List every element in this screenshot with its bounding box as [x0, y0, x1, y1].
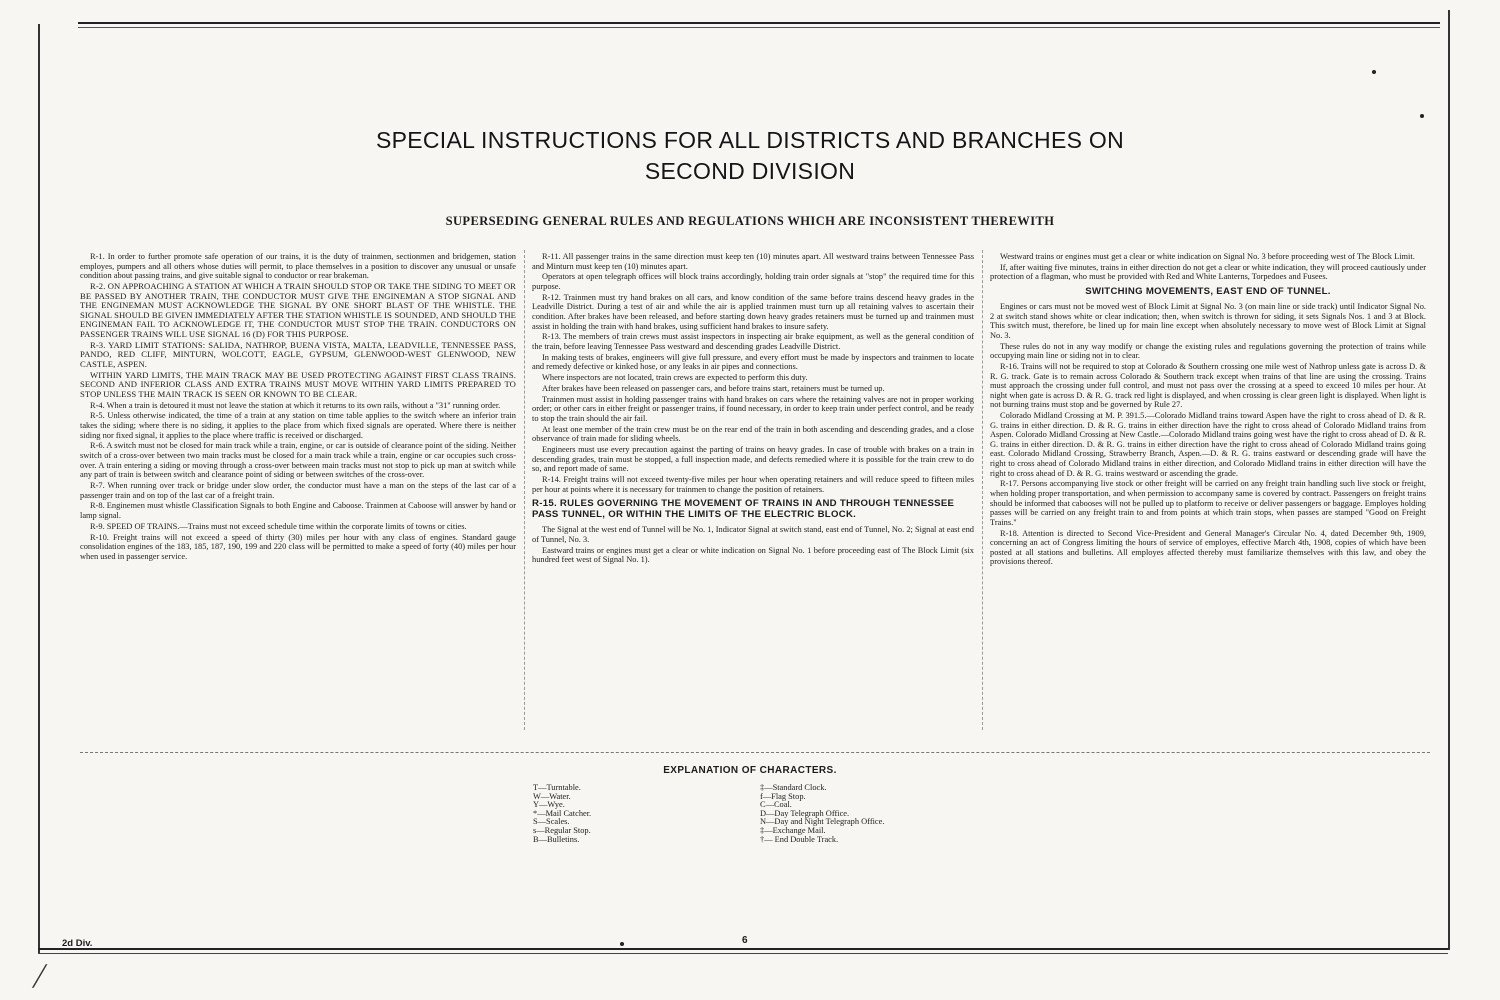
rule-paragraph: Where inspectors are not located, train crews are expected to perform this duty. — [542, 373, 808, 383]
frame-top-rule — [78, 22, 1440, 24]
frame-top-rule-inner — [78, 27, 1440, 28]
legend-item: Y—Wye. — [533, 800, 565, 810]
rule-paragraph: R-12. Trainmen must try hand brakes on all cars, and know condition of the same before trains descend heavy grades in the Leadville District. During a test of air and while the air is applied trainmen must turn up all retaining valves to ascertain their condition. After brakes have been released, and before starting down heavy grades retainers must be turned up and trainmen must assist in holding the train with hand brakes, using sufficient hand brakes to insure safety. — [532, 292, 974, 331]
rule-paragraph: Colorado Midland Crossing at M. P. 391.5.—Colorado Midland trains toward Aspen have the right to cross ahead of D. & R. G. trains in either direction. D. & R. G. trains in either direction have the right to cross ahead of Colorado Midland trains from Aspen. Colorado Midland Crossing at New Castle.—Colorado Midland trains going west have the right to cross ahead of D. & R. G. trains in either direction. D. & R. G. trains in either direction have the right to cross ahead of Colorado Midland trains going east. Colorado Midland Crossing, Strawberry Branch, Aspen.—D. & R. G. trains eastward or descending grade will have the right to cross ahead of Colorado Midland trains in either direction, and Colorado Midland trains in either direction will have the right to cross ahead of D. & R. G. trains westward or ascending the grade. — [990, 411, 1426, 478]
rule-paragraph: R-16. Trains will not be required to stop at Colorado & Southern crossing one mile west of Nathrop unless gate is across D. & R. G. track. Gate is to remain across Colorado & Southern track except when trains of that line are using the crossing. Trains must approach the crossing under full control, and must not pass over the crossing at a speed to exceed 10 miles per hour. At night when gate is across D. & R. G. track red light is displayed, and when crossing is clear green light is displayed. When light is not burning trains must stop and be governed by Rule 27. — [990, 361, 1426, 410]
legend-item: N—Day and Night Telegraph Office. — [760, 817, 885, 827]
legend-item: D—Day Telegraph Office. — [760, 808, 850, 818]
rule-paragraph: These rules do not in any way modify or change the existing rules and regulations governing the protection of trains while occupying main line or siding not in to clear. — [990, 341, 1426, 361]
rule-paragraph: Trainmen must assist in holding passenger trains with hand brakes on cars where the retaining valves are not in proper working order; or other cars in either freight or passenger trains, if found necessary, in order to keep train under perfect control, and be ready to stop the train should the air fail. — [532, 394, 974, 423]
legend-item: *—Mail Catcher. — [533, 808, 592, 818]
legend-item: S—Scales. — [533, 817, 570, 827]
rule-paragraph: R-5. Unless otherwise indicated, the time of a train at any station on time table applies to the switch where an inferior train takes the siding; where there is no siding, it applies to the place from which fixed signals are operated. Where there is neither siding nor fixed signal, it applies to the place where traffic is received or discharged. — [80, 411, 516, 440]
rule-paragraph: R-2. ON APPROACHING A STATION AT WHICH A TRAIN SHOULD STOP OR TAKE THE SIDING TO MEET OR BE PASSED BY ANOTHER TRAIN, THE CONDUCTOR MUST GIVE THE ENGINEMAN A STOP SIGNAL AND THE ENGINEMAN MUST ACKNOWLEDGE THE SIGNAL BY ONE SHORT BLAST OF THE WHISTLE. THE SIGNAL SHOULD BE GIVEN IMMEDIATELY AFTER THE STATION WHISTLE IS SOUNDED, AND SHOULD THE ENGINEMAN FAIL TO ACKNOWLEDGE IT, THE CONDUCTOR MUST STOP THE TRAIN. CONDUCTORS ON PASSENGER TRAINS WILL USE SIGNAL 16 (D) FOR THIS PURPOSE. — [80, 280, 516, 339]
explanation-heading: EXPLANATION OF CHARACTERS. — [663, 765, 837, 776]
frame-bottom-rule — [38, 948, 1448, 950]
frame-right-rule — [1448, 10, 1450, 950]
scan-speck — [1420, 114, 1424, 118]
rule-paragraph: If, after waiting five minutes, trains in either direction do not get a clear or white indication, they will proceed cautiously under protection of a flagman, who must be provided with Red and White Lanterns, Torpedoes and Fusees. — [990, 262, 1426, 282]
rule-paragraph: R-7. When running over track or bridge under slow order, the conductor must have a man on the steps of the last car of a passenger train and on top of the last car of a freight train. — [80, 480, 516, 500]
rule-paragraph: R-8. Enginemen must whistle Classification Signals to both Engine and Caboose. Trainmen at Caboose will answer by hand or lamp signal. — [80, 501, 516, 520]
rule-paragraph: Operators at open telegraph offices will block trains accordingly, holding train order signals at "stop" the required time for this purpose. — [532, 272, 974, 291]
legend-right — [760, 784, 884, 844]
legend-item: f—Flag Stop. — [760, 791, 806, 801]
section-heading-switching: SWITCHING MOVEMENTS, EAST END OF TUNNEL. — [1085, 285, 1331, 297]
rule-paragraph: R-18. Attention is directed to Second Vice-President and General Manager's Circular No. 4, dated December 9th, 1909, concerning an act of Congress limiting the hours of service of employes, effective March 4th, 1908, copies of which have been posted at all stations and bulletins. All employes affected thereby must familiarize themselves with this law, and obey the provisions thereof. — [990, 528, 1426, 567]
rule-paragraph: R-1. In order to further promote safe operation of our trains, it is the duty of trainmen, sectionmen and bridgemen, station employes, pumpers and all others whose duties will permit, to place themselves in a position to discover any unusual or unsafe condition about passing trains, and give suitable signal to conductor or rear brakeman. — [80, 252, 516, 281]
legend-item: †— End Double Track. — [760, 834, 839, 844]
rule-paragraph: R-4. When a train is detoured it must not leave the station at which it returns to its own rails, without a "31" running order. — [90, 400, 501, 410]
rule-paragraph: R-3. YARD LIMIT STATIONS: SALIDA, NATHROP, BUENA VISTA, MALTA, LEADVILLE, TENNESSEE PASS, PANDO, RED CLIFF, MINTURN, WOLCOTT, EAGLE, GYPSUM, GLENWOOD-WEST GLENWOOD, NEW CASTLE, ASPEN. — [80, 339, 516, 369]
title-line-1: SPECIAL INSTRUCTIONS FOR ALL DISTRICTS AND BRANCHES ON — [375, 127, 1125, 153]
frame-bottom-rule-inner — [38, 953, 1448, 954]
rule-paragraph: R-13. The members of train crews must assist inspectors in inspecting air brake equipment, as well as the general condition of the train, before leaving Tennessee Pass westward and descending grades Leadville District. — [532, 332, 974, 351]
rule-paragraph: In making tests of brakes, engineers will give full pressure, and every effort must be made by inspectors and trainmen to locate and remedy defective or kinked hose, or any leaks in air pipes and connections. — [532, 352, 974, 372]
page-subtitle: SUPERSEDING GENERAL RULES AND REGULATIONS WHICH ARE INCONSISTENT THEREWITH — [445, 214, 1055, 228]
section-separator — [80, 752, 1430, 753]
legend-item: ‡—Standard Clock. — [760, 783, 827, 792]
rule-paragraph: Engines or cars must not be moved west of Block Limit at Signal No. 3 (on main line or side track) until Indicator Signal No. 2 at switch stand shows white or clear indication; then, when switch is thrown for siding, it sets Signals Nos. 1 and 3 at Block. This switch must, therefore, be lined up for main line except when absolutely necessary to move west of Block Limit at Signal No. 3. — [990, 301, 1426, 340]
legend-item: C—Coal. — [760, 800, 792, 810]
rule-paragraph: After brakes have been released on passenger cars, and before trains start, retainers must be turned up. — [542, 383, 885, 393]
title-line-2: SECOND DIVISION — [644, 158, 856, 184]
rule-paragraph: R-11. All passenger trains in the same direction must keep ten (10) minutes apart. All westward trains between Tennessee Pass and Minturn must keep ten (10) minutes apart. — [532, 252, 974, 271]
scan-speck — [1372, 70, 1376, 74]
rule-paragraph: R-6. A switch must not be closed for main track while a train, engine, or car is outside of clearance point of the siding. Neither switch of a cross-over between two main tracks must be closed for a main track while a train, engine or car occupies such cross-over. A train entering a siding or moving through a cross-over between main tracks must not stop to pick up man at switch while any part of train is between switch and clearance point of siding or between switches of the cross-over. — [80, 441, 516, 480]
column-middle — [532, 252, 974, 566]
division-label: 2d Div. — [62, 938, 93, 949]
legend-item: s—Regular Stop. — [533, 825, 591, 835]
column-left — [80, 252, 516, 562]
rule-paragraph: Engineers must use every precaution against the parting of trains on heavy grades. In case of trouble with brakes on a train in descending grades, train must be stopped, a full inspection made, and defects remedied where it is possible for the train crew to do so, and report made of same. — [532, 444, 974, 474]
rule-paragraph: R-10. Freight trains will not exceed a speed of thirty (30) miles per hour with any class of engines. Standard gauge consolidation engines of the 183, 185, 187, 190, 199 and 220 class will be permitted to make a speed of forty (40) miles per hour when used in passenger service. — [80, 532, 516, 561]
section-heading-tunnel: R-15. RULES GOVERNING THE MOVEMENT OF TRAINS IN AND THROUGH TENNESSEE PASS TUNNEL, OR WITHIN THE LIMITS OF THE ELECTRIC BLOCK. — [532, 498, 955, 521]
rule-paragraph: Westward trains or engines must get a clear or white indication on Signal No. 3 before proceeding west of The Block Limit. — [1000, 252, 1415, 261]
rule-paragraph: R-9. SPEED OF TRAINS.—Trains must not exceed schedule time within the corporate limits of towns or cities. — [90, 521, 467, 531]
column-divider — [982, 250, 983, 730]
legend-item: T—Turntable. — [533, 783, 581, 792]
legend-left — [533, 784, 591, 844]
corner-scan-mark-icon: ⟋ — [27, 958, 53, 995]
legend-item: B—Bulletins. — [533, 834, 580, 844]
page-number: 6 — [742, 935, 748, 946]
scan-speck — [620, 942, 624, 946]
rule-paragraph: R-14. Freight trains will not exceed twenty-five miles per hour when operating retainers and will reduce speed to fifteen miles per hour at points where it is necessary for trainmen to change the position of retainers. — [532, 474, 974, 494]
rule-paragraph: Eastward trains or engines must get a clear or white indication on Signal No. 1 before proceeding east of The Block Limit (six hundred feet west of Signal No. 1). — [532, 545, 974, 565]
column-divider — [524, 250, 525, 730]
column-right — [990, 252, 1426, 568]
rule-paragraph: The Signal at the west end of Tunnel will be No. 1, Indicator Signal at switch stand, east end of Tunnel, No. 2; Signal at east end of Tunnel, No. 3. — [532, 525, 974, 544]
rule-paragraph: WITHIN YARD LIMITS, THE MAIN TRACK MAY BE USED PROTECTING AGAINST FIRST CLASS TRAINS. SECOND AND INFERIOR CLASS AND EXTRA TRAINS MUST MOVE WITHIN YARD LIMITS PREPARED TO STOP UNLESS THE MAIN TRACK IS SEEN OR KNOWN TO BE CLEAR. — [80, 369, 516, 399]
frame-left-rule — [38, 24, 40, 954]
legend-item: W—Water. — [533, 791, 571, 801]
legend-item: ‡—Exchange Mail. — [760, 825, 826, 835]
rule-paragraph: At least one member of the train crew must be on the rear end of the train in both ascending and descending grades, and a close observance of train made for sliding wheels. — [532, 424, 974, 444]
page-title — [300, 125, 1200, 187]
rule-paragraph: R-17. Persons accompanying live stock or other freight will be carried on any freight train handling such live stock or freight, when holding proper transportation, and when permission to accompany same is covered by contract. Passengers on freight trains should be informed that cabooses will not be pulled up to platform to receive or deliver passengers or baggage. Employes holding passes will be carried on any freight train to and from points at which train stops, when passes are stamped "Good on Freight Trains." — [990, 479, 1426, 527]
